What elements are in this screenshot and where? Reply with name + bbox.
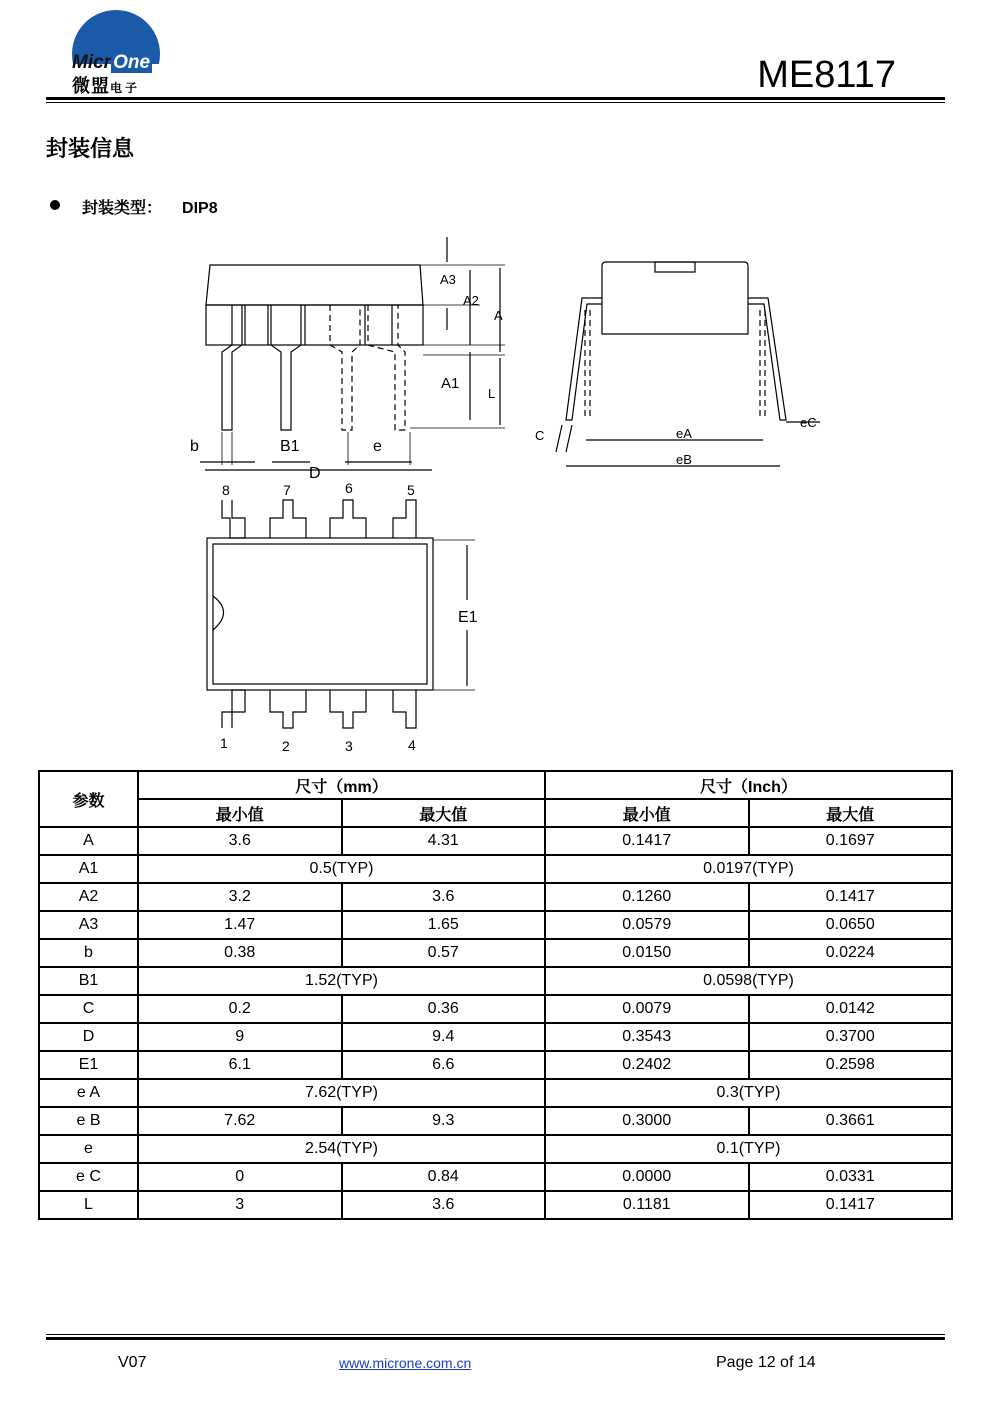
pin-label-2: 2 xyxy=(282,738,290,754)
table-cell: 9.3 xyxy=(342,1107,546,1135)
table-cell: B1 xyxy=(39,967,138,995)
pin-label-4: 4 xyxy=(408,737,416,753)
table-cell: 0.1697 xyxy=(749,827,953,855)
logo-wordmark: Micr One xyxy=(72,52,151,73)
footer-page-number: Page 12 of 14 xyxy=(716,1354,816,1371)
label-B1: B1 xyxy=(280,438,300,455)
inch-max-header: 最大值 xyxy=(749,799,953,827)
table-cell: A1 xyxy=(39,855,138,883)
table-cell: 0.1417 xyxy=(749,883,953,911)
param-header: 参数 xyxy=(39,771,138,827)
table-row xyxy=(39,1079,952,1107)
dimension-table xyxy=(38,770,953,1220)
table-cell: 0.3000 xyxy=(545,1107,749,1135)
table-cell: 0.0000 xyxy=(545,1163,749,1191)
table-row xyxy=(39,967,952,995)
inch-header: 尺寸（Inch） xyxy=(545,771,952,799)
table-cell: 7.62(TYP) xyxy=(138,1079,545,1107)
label-L: L xyxy=(488,386,496,401)
table-cell: 0.2598 xyxy=(749,1051,953,1079)
pin-label-3: 3 xyxy=(345,738,353,754)
table-cell: 0.5(TYP) xyxy=(138,855,545,883)
table-row xyxy=(39,939,952,967)
table-row xyxy=(39,911,952,939)
table-row xyxy=(39,883,952,911)
table-cell: 0.2402 xyxy=(545,1051,749,1079)
table-row xyxy=(39,1107,952,1135)
mm-min-header: 最小值 xyxy=(138,799,342,827)
table-cell: A2 xyxy=(39,883,138,911)
table-row xyxy=(39,1023,952,1051)
footer-version: V07 xyxy=(118,1354,147,1371)
table-cell: 0.3543 xyxy=(545,1023,749,1051)
label-E1: E1 xyxy=(458,609,478,626)
dimension-table-body xyxy=(39,827,952,1219)
table-cell: C xyxy=(39,995,138,1023)
mm-header: 尺寸（mm） xyxy=(138,771,545,799)
table-cell: 0.0224 xyxy=(749,939,953,967)
table-cell: 0.57 xyxy=(342,939,546,967)
pin-label-1: 1 xyxy=(220,735,228,751)
table-cell: 3 xyxy=(138,1191,342,1219)
label-b: b xyxy=(190,438,199,455)
table-cell: A xyxy=(39,827,138,855)
table-cell: b xyxy=(39,939,138,967)
table-cell: 1.47 xyxy=(138,911,342,939)
label-D: D xyxy=(309,465,321,482)
label-A: A xyxy=(494,308,503,323)
table-row xyxy=(39,995,952,1023)
top-view xyxy=(207,500,475,728)
table-row xyxy=(39,827,952,855)
table-cell: 2.54(TYP) xyxy=(138,1135,545,1163)
pin-label-7: 7 xyxy=(283,482,291,498)
table-cell: 0 xyxy=(138,1163,342,1191)
table-cell: 0.0331 xyxy=(749,1163,953,1191)
table-cell: 3.6 xyxy=(342,883,546,911)
table-cell: e xyxy=(39,1135,138,1163)
document-title: ME8117 xyxy=(757,54,896,96)
table-row xyxy=(39,855,952,883)
mm-max-header: 最大值 xyxy=(342,799,546,827)
table-cell: 0.84 xyxy=(342,1163,546,1191)
table-cell: 3.6 xyxy=(342,1191,546,1219)
pin-label-5: 5 xyxy=(407,482,415,498)
package-type-label: 封装类型： xyxy=(82,200,163,217)
table-cell: D xyxy=(39,1023,138,1051)
table-cell: L xyxy=(39,1191,138,1219)
table-cell: 0.0197(TYP) xyxy=(545,855,952,883)
table-cell: e C xyxy=(39,1163,138,1191)
table-cell: 0.0650 xyxy=(749,911,953,939)
table-cell: 3.2 xyxy=(138,883,342,911)
footer-rule-thin xyxy=(46,1334,945,1335)
package-type-value: DIP8 xyxy=(182,200,218,217)
label-A2: A2 xyxy=(463,293,479,308)
label-C: C xyxy=(535,428,545,443)
table-cell: 0.3661 xyxy=(749,1107,953,1135)
table-cell: 0.0150 xyxy=(545,939,749,967)
table-cell: E1 xyxy=(39,1051,138,1079)
table-row xyxy=(39,1191,952,1219)
table-cell: 0.0579 xyxy=(545,911,749,939)
table-cell: e A xyxy=(39,1079,138,1107)
table-cell: e B xyxy=(39,1107,138,1135)
table-row xyxy=(39,1163,952,1191)
table-cell: 1.65 xyxy=(342,911,546,939)
label-eA: eA xyxy=(676,426,692,441)
section-title: 封装信息 xyxy=(46,136,135,161)
table-cell: 0.1260 xyxy=(545,883,749,911)
table-cell: 6.1 xyxy=(138,1051,342,1079)
table-cell: 0.2 xyxy=(138,995,342,1023)
footer-website-link[interactable]: www.microne.com.cn xyxy=(339,1355,472,1371)
label-e: e xyxy=(373,438,382,455)
table-cell: 0.1417 xyxy=(749,1191,953,1219)
table-cell: 0.0142 xyxy=(749,995,953,1023)
label-eB: eB xyxy=(676,452,692,467)
table-cell: 9 xyxy=(138,1023,342,1051)
pin-label-8: 8 xyxy=(222,482,230,498)
table-row xyxy=(39,1051,952,1079)
table-cell: 0.1181 xyxy=(545,1191,749,1219)
footer-rule xyxy=(46,1337,945,1340)
pin-label-6: 6 xyxy=(345,480,353,496)
label-eC: eC xyxy=(800,415,817,430)
table-row xyxy=(39,1135,952,1163)
table-cell: 0.3700 xyxy=(749,1023,953,1051)
table-cell: 0.0079 xyxy=(545,995,749,1023)
label-A3: A3 xyxy=(440,272,456,287)
table-cell: 1.52(TYP) xyxy=(138,967,545,995)
table-cell: 9.4 xyxy=(342,1023,546,1051)
table-cell: 6.6 xyxy=(342,1051,546,1079)
logo-chinese-name: 微盟电子 xyxy=(72,76,141,96)
table-cell: 0.38 xyxy=(138,939,342,967)
table-cell: 0.1417 xyxy=(545,827,749,855)
table-cell: 0.1(TYP) xyxy=(545,1135,952,1163)
side-view xyxy=(200,237,505,470)
table-cell: 4.31 xyxy=(342,827,546,855)
label-A1: A1 xyxy=(441,375,460,392)
table-cell: 7.62 xyxy=(138,1107,342,1135)
inch-min-header: 最小值 xyxy=(545,799,749,827)
table-cell: 0.0598(TYP) xyxy=(545,967,952,995)
table-cell: 0.36 xyxy=(342,995,546,1023)
table-cell: 0.3(TYP) xyxy=(545,1079,952,1107)
table-cell: A3 xyxy=(39,911,138,939)
table-cell: 3.6 xyxy=(138,827,342,855)
